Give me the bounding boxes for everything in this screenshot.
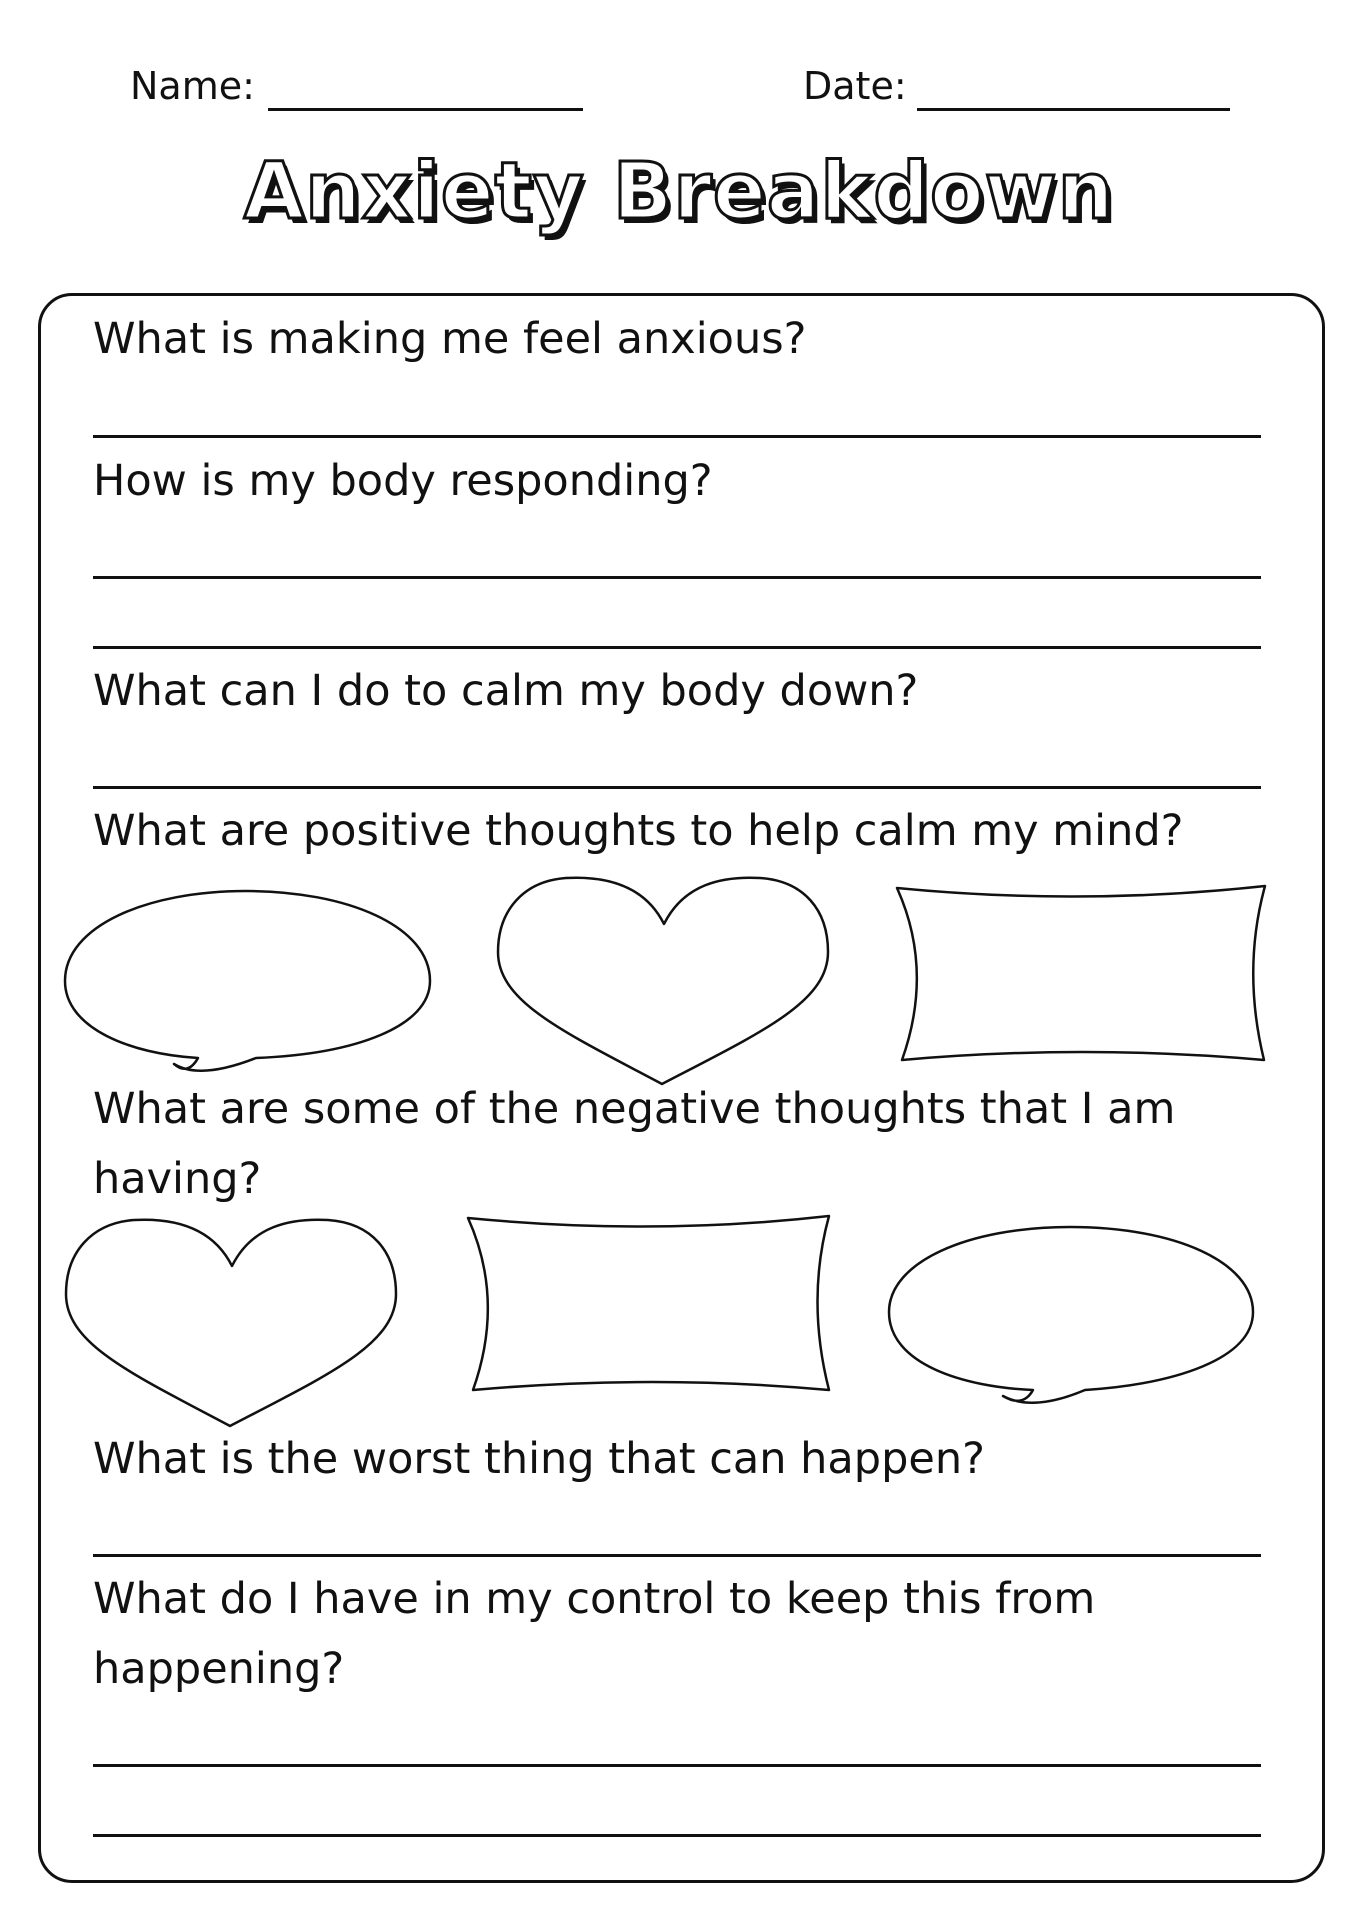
banner-shape[interactable] <box>892 884 1272 1064</box>
date-label: Date: <box>803 64 907 108</box>
heart-shape[interactable] <box>494 872 834 1087</box>
page-title: Anxiety Breakdown <box>243 147 1115 237</box>
answer-line-2b[interactable] <box>93 646 1261 649</box>
answer-line-1[interactable] <box>93 435 1261 438</box>
name-input-line[interactable] <box>268 108 583 111</box>
date-input-line[interactable] <box>917 108 1230 111</box>
question-5: What are some of the negative thoughts that I am having? <box>93 1084 1176 1204</box>
answer-line-7b[interactable] <box>93 1834 1261 1837</box>
question-1: What is making me feel anxious? <box>93 314 807 364</box>
banner-shape[interactable] <box>463 1214 843 1394</box>
answer-line-3[interactable] <box>93 786 1261 789</box>
answer-line-6[interactable] <box>93 1554 1261 1557</box>
answer-line-2a[interactable] <box>93 576 1261 579</box>
question-6: What is the worst thing that can happen? <box>93 1434 985 1484</box>
speech-bubble-shape[interactable] <box>60 888 440 1068</box>
name-label: Name: <box>130 64 255 108</box>
question-2: How is my body responding? <box>93 456 713 506</box>
question-4: What are positive thoughts to help calm my mind? <box>93 806 1184 856</box>
answer-line-7a[interactable] <box>93 1764 1261 1767</box>
speech-bubble-shape[interactable] <box>885 1224 1265 1404</box>
question-7: What do I have in my control to keep this from happening? <box>93 1574 1096 1694</box>
question-3: What can I do to calm my body down? <box>93 666 919 716</box>
heart-shape[interactable] <box>62 1214 402 1429</box>
